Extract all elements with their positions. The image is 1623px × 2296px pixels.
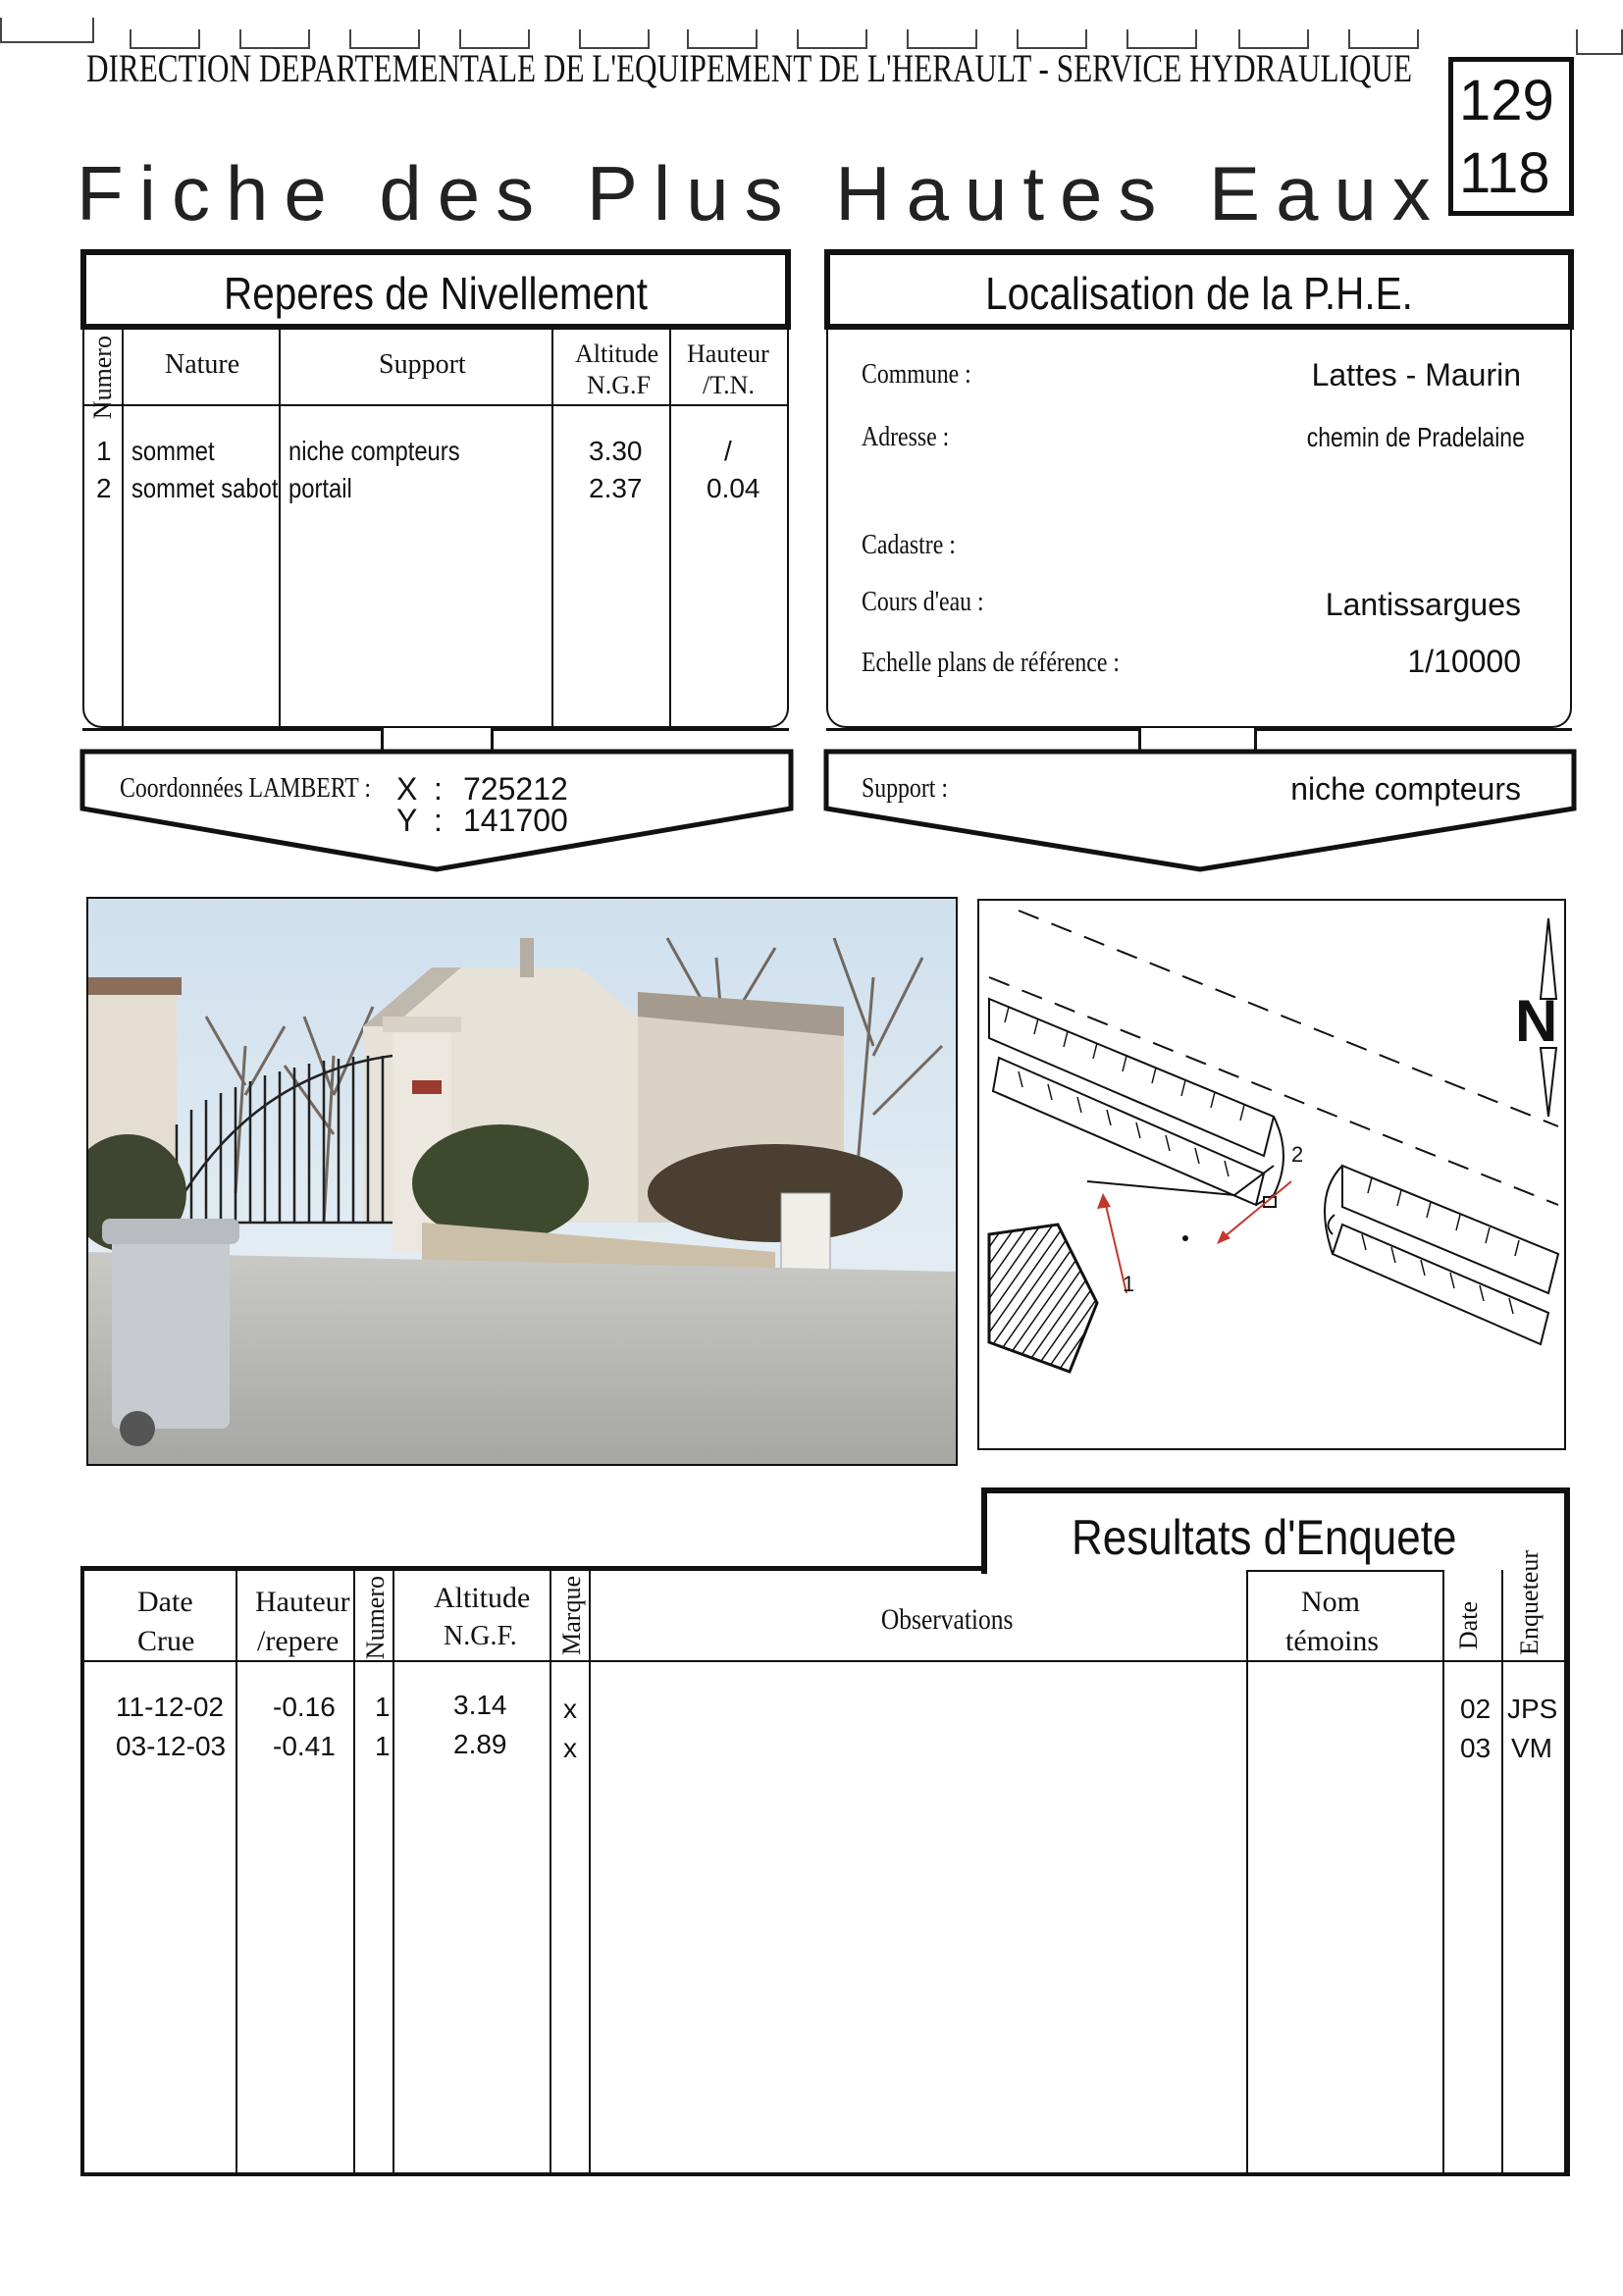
ref-bottom: 118 bbox=[1459, 141, 1550, 205]
adresse-label: Adresse : bbox=[862, 422, 950, 452]
lambert-label: Coordonnées LAMBERT : bbox=[120, 773, 371, 804]
location-plan bbox=[977, 899, 1566, 1450]
col-support: Support bbox=[379, 349, 466, 380]
cadastre-label: Cadastre : bbox=[862, 530, 956, 560]
res-col-enqueteur: Enqueteur bbox=[1515, 1550, 1544, 1655]
res-col-date: Date bbox=[1454, 1601, 1483, 1650]
echelle-label: Echelle plans de référence : bbox=[862, 648, 1120, 678]
commune-label: Commune : bbox=[862, 359, 971, 390]
page-title: Fiche des Plus Hautes Eaux bbox=[77, 150, 1446, 236]
lambert-y-sep: : bbox=[434, 803, 443, 838]
res-col-numero: Numero bbox=[361, 1576, 390, 1660]
localisation-title-box bbox=[824, 249, 1574, 330]
col-altitude-1: Altitude bbox=[575, 339, 659, 368]
support-label: Support : bbox=[862, 773, 948, 804]
res-col-altitude-1: Altitude bbox=[434, 1582, 531, 1614]
localisation-title: Localisation de la P.H.E. bbox=[985, 268, 1413, 319]
res-col-date-1: Date bbox=[137, 1586, 193, 1618]
reference-box bbox=[1448, 57, 1574, 216]
col-hauteur-2: /T.N. bbox=[703, 371, 755, 399]
commune-value: Lattes - Maurin bbox=[1311, 357, 1521, 392]
res-col-altitude-2: N.G.F. bbox=[444, 1621, 517, 1651]
north-label: N bbox=[1515, 988, 1558, 1054]
col-altitude-2: N.G.F bbox=[587, 371, 652, 399]
lambert-y-value: 141700 bbox=[463, 803, 568, 838]
res-col-nom-2: témoins bbox=[1285, 1625, 1379, 1657]
resultats-title-box bbox=[981, 1487, 1570, 1574]
cours-eau-value: Lantissargues bbox=[1325, 587, 1521, 622]
lambert-x-sep: : bbox=[434, 771, 443, 807]
plan-marker-1: 1 bbox=[1123, 1272, 1135, 1296]
res-col-hauteur-2: /repere bbox=[257, 1625, 340, 1657]
cours-eau-label: Cours d'eau : bbox=[862, 587, 984, 617]
reperes-title-box bbox=[80, 249, 791, 330]
res-col-marque: Marque bbox=[557, 1576, 586, 1655]
res-col-hauteur-1: Hauteur bbox=[255, 1586, 350, 1618]
reperes-table bbox=[82, 330, 789, 728]
support-arrow-box bbox=[822, 748, 1578, 875]
site-photo bbox=[86, 897, 958, 1466]
col-nature: Nature bbox=[165, 349, 240, 380]
ref-top: 129 bbox=[1459, 69, 1554, 132]
resultats-title: Resultats d'Enquete bbox=[1072, 1510, 1457, 1565]
echelle-value: 1/10000 bbox=[1407, 644, 1521, 679]
support-value: niche compteurs bbox=[1290, 771, 1521, 807]
adresse-value: chemin de Pradelaine bbox=[1306, 422, 1525, 452]
plan-marker-2: 2 bbox=[1291, 1142, 1304, 1167]
lambert-x-value: 725212 bbox=[463, 771, 568, 807]
res-col-observations: Observations bbox=[880, 1603, 1014, 1636]
col-numero: Numero bbox=[88, 336, 117, 420]
res-col-nom-1: Nom bbox=[1301, 1586, 1360, 1618]
plan-drawing bbox=[979, 901, 1564, 1448]
lambert-x-label: X bbox=[396, 771, 418, 807]
photo-illustration bbox=[88, 899, 956, 1464]
reperes-title: Reperes de Nivellement bbox=[224, 268, 648, 319]
res-col-date-2: Crue bbox=[137, 1625, 195, 1657]
lambert-y-label: Y bbox=[396, 803, 418, 838]
org-title: DIRECTION DEPARTEMENTALE DE L'EQUIPEMENT DE L'HERAULT - SERVICE HYDRAULIQUE bbox=[86, 46, 1413, 90]
col-hauteur-1: Hauteur bbox=[687, 339, 769, 368]
